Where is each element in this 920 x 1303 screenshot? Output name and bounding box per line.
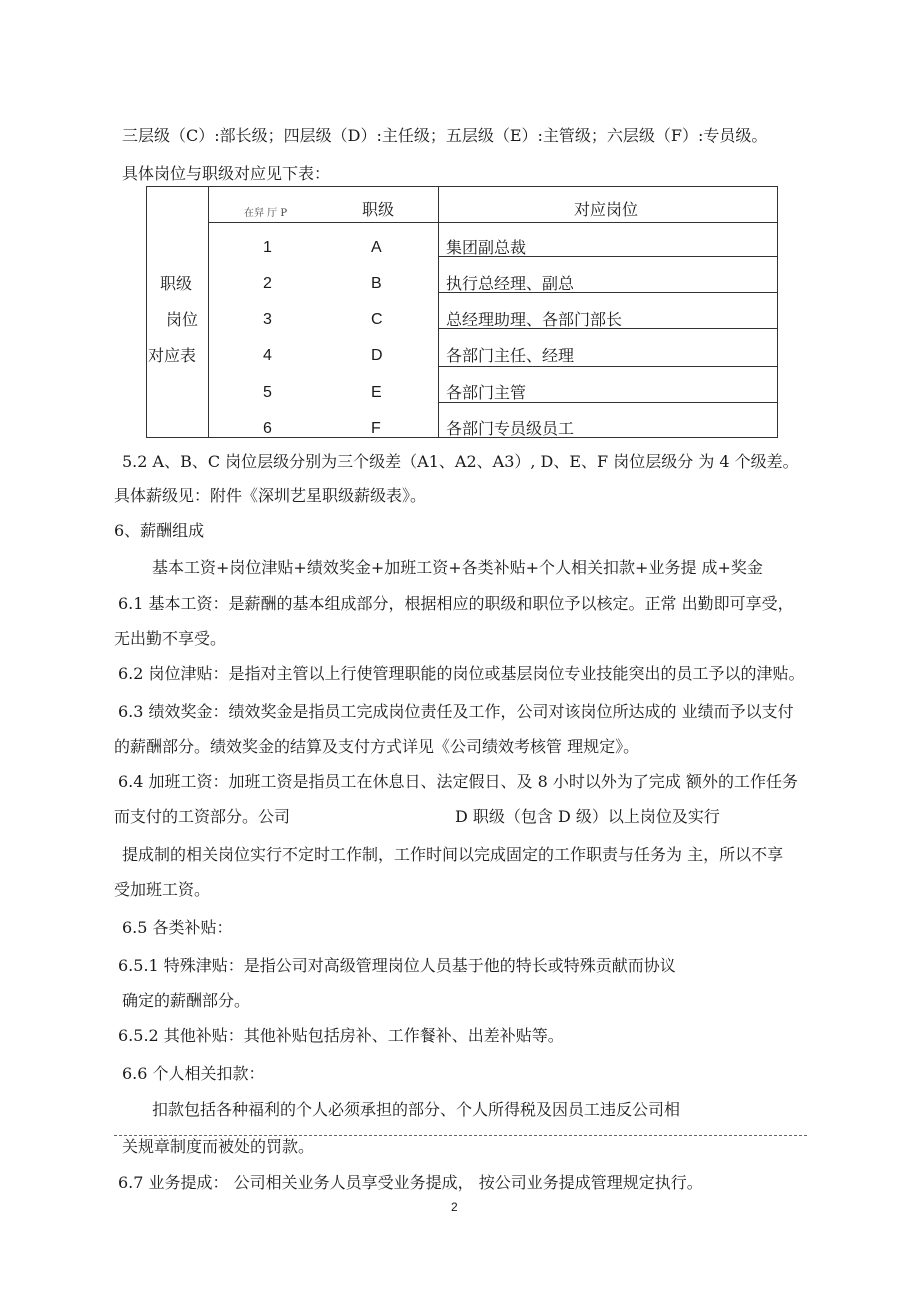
text-line-6-1-cont: 无出勤不享受。 — [114, 629, 227, 648]
text-line-5-2: 5.2 A、B、C 岗位层级分别为三个级差（A1、A2、A3）, D、E、F 岗位层级分 为 4 个级差。 — [122, 452, 799, 471]
table-cell-num: 5 — [263, 384, 272, 401]
table-cell-grade: B — [371, 275, 382, 292]
table-cell-post: 各部门主管 — [446, 383, 527, 402]
table-divider — [208, 222, 778, 223]
text-line-6-5-2: 6.5.2 其他补贴：其他补贴包括房补、工作餐补、出差补贴等。 — [118, 1026, 564, 1045]
table-cell-post: 各部门专员级员工 — [446, 419, 575, 438]
col-header-post: 对应岗位 — [574, 200, 639, 219]
col-header-grade: 职级 — [362, 200, 395, 219]
text-line-6-6-cont: 关规章制度而被处的罚款。 — [122, 1137, 315, 1156]
section-heading-6-6: 6.6 个人相关扣款： — [122, 1064, 265, 1083]
table-cell-post: 总经理助理、各部门部长 — [446, 310, 623, 329]
table-cell-grade: A — [371, 239, 382, 256]
text-line-6-3: 6.3 绩效奖金：绩效奖金是指员工完成岗位责任及工作，公司对该岗位所达成的 业绩而予以支付 — [118, 702, 794, 721]
table-cell-post: 执行总经理、副总 — [446, 274, 575, 293]
table-divider — [208, 186, 209, 438]
row-header-post: 岗位 — [166, 310, 199, 329]
text-line-6-7: 6.7 业务提成： 公司相关业务人员享受业务提成， 按公司业务提成管理规定执行。 — [118, 1173, 703, 1192]
row-header-mapping: 对应表 — [148, 346, 197, 365]
text-line-salary-formula: 基本工资+岗位津贴+绩效奖金+加班工资+各类补贴+个人相关扣款+业务提 成+奖金 — [152, 558, 763, 577]
section-heading-6-5: 6.5 各类补贴： — [122, 918, 233, 937]
table-divider — [438, 366, 778, 367]
text-line-6-6-body: 扣款包括各种福利的个人必须承担的部分、个人所得税及因员工违反公司相 — [152, 1100, 681, 1119]
table-cell-grade: E — [371, 384, 382, 401]
text-line-6-4: 6.4 加班工资：加班工资是指员工在休息日、法定假日、及 8 小时以外为了完成 额外的工作任务 — [118, 772, 798, 791]
table-cell-num: 4 — [263, 347, 272, 364]
table-cell-post: 集团副总裁 — [446, 238, 527, 257]
section-heading-6: 6、薪酬组成 — [114, 521, 205, 540]
text-line-6-4-cont-b: D 职级（包含 D 级）以上岗位及实行 — [455, 807, 720, 826]
table-divider — [438, 186, 439, 438]
text-line-6-5-1-cont: 确定的薪酬部分。 — [122, 991, 251, 1010]
grade-post-table — [146, 186, 778, 438]
text-line-6-4-cont-a: 而支付的工资部分。公司 — [114, 807, 291, 826]
table-cell-grade: D — [371, 347, 383, 364]
text-line-6-3-cont: 的薪酬部分。绩效奖金的结算及支付方式详见《公司绩效考核管 理规定》。 — [114, 737, 640, 756]
table-cell-num: 1 — [263, 239, 272, 256]
text-line-6-5-1: 6.5.1 特殊津贴：是指公司对高级管理岗位人员基于他的特长或特殊贡献而协议 — [118, 956, 676, 975]
text-line-6-1: 6.1 基本工资：是薪酬的基本组成部分，根据相应的职级和职位予以核定。正常 出勤即可享受， — [118, 594, 794, 613]
table-cell-num: 6 — [263, 420, 272, 437]
table-cell-grade: C — [371, 311, 383, 328]
table-cell-num: 2 — [263, 275, 272, 292]
col-header-seq: 在舁 厅 P — [244, 208, 288, 219]
text-line-6-4-cont-c: 提成制的相关岗位实行不定时工作制，工作时间以完成固定的工作职责与任务为 主，所以不享 — [122, 845, 784, 864]
page-number: 2 — [451, 1200, 458, 1214]
dashed-divider — [114, 1135, 807, 1136]
text-line-6-4-cont-d: 受加班工资。 — [114, 880, 211, 899]
table-cell-num: 3 — [263, 311, 272, 328]
text-line-table-intro: 具体岗位与职级对应见下表： — [122, 164, 331, 183]
text-line-grades-3-6: 三层级（C）:部长级；四层级（D）:主任级；五层级（E）:主管级；六层级（F）:专员级。 — [122, 126, 768, 145]
row-header-grade: 职级 — [160, 274, 193, 293]
text-line-6-2: 6.2 岗位津贴：是指对主管以上行使管理职能的岗位或基层岗位专业技能突出的员工予以的津贴。 — [118, 664, 805, 683]
table-cell-post: 各部门主任、经理 — [446, 346, 575, 365]
table-cell-grade: F — [371, 420, 381, 437]
text-line-salary-appendix: 具体薪级见：附件《深圳艺星职级薪级表》。 — [114, 486, 427, 505]
